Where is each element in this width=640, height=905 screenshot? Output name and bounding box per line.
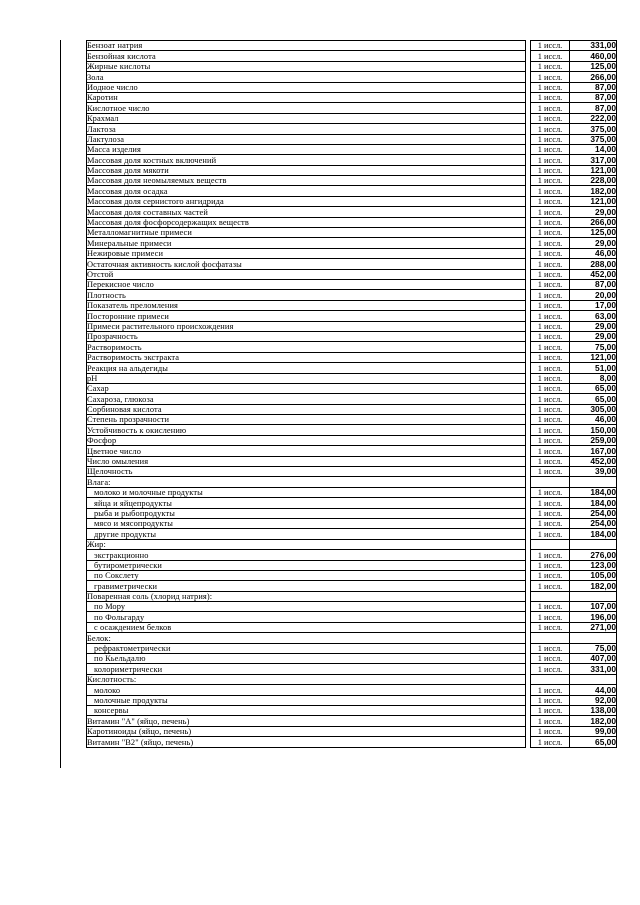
analysis-name-cell: Минеральные примеси bbox=[87, 238, 526, 248]
analysis-name-cell: экстракционно bbox=[87, 550, 526, 560]
analysis-name-cell: Посторонние примеси bbox=[87, 311, 526, 321]
price-cell: 123,00 bbox=[570, 560, 617, 570]
table-row bbox=[87, 695, 617, 705]
unit-cell: 1 иссл. bbox=[531, 602, 570, 612]
unit-cell bbox=[531, 633, 570, 643]
unit-cell: 1 иссл. bbox=[531, 269, 570, 279]
table-row bbox=[87, 685, 617, 695]
unit-cell: 1 иссл. bbox=[531, 124, 570, 134]
analysis-name-cell: Бензоат натрия bbox=[87, 41, 526, 51]
price-cell: 222,00 bbox=[570, 113, 617, 123]
unit-cell: 1 иссл. bbox=[531, 456, 570, 466]
table-row bbox=[87, 207, 617, 217]
analysis-name-cell: Жир: bbox=[87, 539, 526, 549]
unit-cell: 1 иссл. bbox=[531, 342, 570, 352]
analysis-name-cell: Кислотность: bbox=[87, 674, 526, 684]
unit-cell bbox=[531, 539, 570, 549]
unit-cell: 1 иссл. bbox=[531, 207, 570, 217]
unit-cell: 1 иссл. bbox=[531, 155, 570, 165]
analysis-name-cell: консервы bbox=[87, 706, 526, 716]
price-cell: 14,00 bbox=[570, 144, 617, 154]
table-row bbox=[87, 716, 617, 726]
price-cell: 65,00 bbox=[570, 394, 617, 404]
price-cell: 254,00 bbox=[570, 518, 617, 528]
unit-cell: 1 иссл. bbox=[531, 643, 570, 653]
table-row bbox=[87, 124, 617, 134]
table-section-header bbox=[87, 633, 617, 643]
price-cell: 452,00 bbox=[570, 456, 617, 466]
price-cell: 87,00 bbox=[570, 92, 617, 102]
analysis-name-cell: Остаточная активность кислой фосфатазы bbox=[87, 259, 526, 269]
table-row bbox=[87, 144, 617, 154]
table-row bbox=[87, 467, 617, 477]
analysis-name-cell: Примеси растительного происхождения bbox=[87, 321, 526, 331]
table-row bbox=[87, 228, 617, 238]
unit-cell: 1 иссл. bbox=[531, 228, 570, 238]
analysis-name-cell: бутирометрически bbox=[87, 560, 526, 570]
price-cell: 196,00 bbox=[570, 612, 617, 622]
analysis-name-cell: Щелочность bbox=[87, 467, 526, 477]
table-row bbox=[87, 415, 617, 425]
analysis-name-cell: Массовая доля осадка bbox=[87, 186, 526, 196]
unit-cell: 1 иссл. bbox=[531, 695, 570, 705]
table-row bbox=[87, 508, 617, 518]
table-section-header bbox=[87, 591, 617, 601]
table-row bbox=[87, 352, 617, 362]
analysis-name-cell: Иодное число bbox=[87, 82, 526, 92]
analysis-name-cell: рыба и рыбопродукты bbox=[87, 508, 526, 518]
unit-cell: 1 иссл. bbox=[531, 300, 570, 310]
unit-cell: 1 иссл. bbox=[531, 394, 570, 404]
unit-cell: 1 иссл. bbox=[531, 259, 570, 269]
table-row bbox=[87, 238, 617, 248]
analysis-name-cell: Устойчивость к окислению bbox=[87, 425, 526, 435]
price-cell: 288,00 bbox=[570, 259, 617, 269]
unit-cell: 1 иссл. bbox=[531, 508, 570, 518]
price-cell: 121,00 bbox=[570, 196, 617, 206]
price-cell: 29,00 bbox=[570, 238, 617, 248]
price-cell: 65,00 bbox=[570, 737, 617, 747]
unit-cell bbox=[531, 591, 570, 601]
table-row bbox=[87, 331, 617, 341]
analysis-name-cell: Крахмал bbox=[87, 113, 526, 123]
table-row bbox=[87, 300, 617, 310]
table-row bbox=[87, 134, 617, 144]
table-row bbox=[87, 186, 617, 196]
analysis-name-cell: Зола bbox=[87, 72, 526, 82]
analysis-name-cell: яйца и яйцепродукты bbox=[87, 498, 526, 508]
table-row bbox=[87, 446, 617, 456]
price-cell: 184,00 bbox=[570, 498, 617, 508]
unit-cell: 1 иссл. bbox=[531, 529, 570, 539]
unit-cell: 1 иссл. bbox=[531, 550, 570, 560]
price-cell: 125,00 bbox=[570, 228, 617, 238]
price-cell: 121,00 bbox=[570, 165, 617, 175]
unit-cell: 1 иссл. bbox=[531, 581, 570, 591]
price-cell: 254,00 bbox=[570, 508, 617, 518]
price-cell: 87,00 bbox=[570, 279, 617, 289]
analysis-name-cell: Лактулоза bbox=[87, 134, 526, 144]
unit-cell: 1 иссл. bbox=[531, 51, 570, 61]
unit-cell: 1 иссл. bbox=[531, 425, 570, 435]
analysis-name-cell: Сахар bbox=[87, 383, 526, 393]
unit-cell: 1 иссл. bbox=[531, 716, 570, 726]
table-row bbox=[87, 664, 617, 674]
analysis-name-cell: Сахароза, глюкоза bbox=[87, 394, 526, 404]
table-row bbox=[87, 176, 617, 186]
analysis-name-cell: колориметрически bbox=[87, 664, 526, 674]
price-cell: 182,00 bbox=[570, 716, 617, 726]
price-cell: 228,00 bbox=[570, 176, 617, 186]
price-cell: 51,00 bbox=[570, 363, 617, 373]
table-row bbox=[87, 560, 617, 570]
unit-cell: 1 иссл. bbox=[531, 248, 570, 258]
price-cell: 259,00 bbox=[570, 435, 617, 445]
analysis-name-cell: Отстой bbox=[87, 269, 526, 279]
analysis-name-cell: Кислотное число bbox=[87, 103, 526, 113]
price-cell: 184,00 bbox=[570, 487, 617, 497]
unit-cell: 1 иссл. bbox=[531, 176, 570, 186]
analysis-name-cell: рефрактометрически bbox=[87, 643, 526, 653]
table-row bbox=[87, 103, 617, 113]
analysis-name-cell: Влага: bbox=[87, 477, 526, 487]
unit-cell: 1 иссл. bbox=[531, 72, 570, 82]
analysis-name-cell: pH bbox=[87, 373, 526, 383]
price-cell bbox=[570, 591, 617, 601]
table-row bbox=[87, 82, 617, 92]
table-row bbox=[87, 654, 617, 664]
unit-cell: 1 иссл. bbox=[531, 165, 570, 175]
table-row bbox=[87, 342, 617, 352]
price-cell: 63,00 bbox=[570, 311, 617, 321]
analysis-name-cell: Фосфор bbox=[87, 435, 526, 445]
analysis-name-cell: другие продукты bbox=[87, 529, 526, 539]
unit-cell: 1 иссл. bbox=[531, 612, 570, 622]
price-cell: 266,00 bbox=[570, 217, 617, 227]
analysis-name-cell: молоко bbox=[87, 685, 526, 695]
analysis-name-cell: по Фольгарду bbox=[87, 612, 526, 622]
table-row bbox=[87, 217, 617, 227]
price-cell: 375,00 bbox=[570, 134, 617, 144]
price-cell bbox=[570, 633, 617, 643]
price-cell: 65,00 bbox=[570, 383, 617, 393]
analysis-name-cell: гравиметрически bbox=[87, 581, 526, 591]
price-cell: 452,00 bbox=[570, 269, 617, 279]
table-row bbox=[87, 311, 617, 321]
analysis-name-cell: Витамин "В2" (яйцо, печень) bbox=[87, 737, 526, 747]
unit-cell: 1 иссл. bbox=[531, 279, 570, 289]
unit-cell: 1 иссл. bbox=[531, 435, 570, 445]
table-row bbox=[87, 61, 617, 71]
price-cell: 460,00 bbox=[570, 51, 617, 61]
price-cell: 271,00 bbox=[570, 622, 617, 632]
unit-cell: 1 иссл. bbox=[531, 383, 570, 393]
table-row bbox=[87, 290, 617, 300]
table-row bbox=[87, 51, 617, 61]
unit-cell: 1 иссл. bbox=[531, 446, 570, 456]
price-cell: 167,00 bbox=[570, 446, 617, 456]
analysis-name-cell: Перекисное число bbox=[87, 279, 526, 289]
analysis-name-cell: по Кьельдалю bbox=[87, 654, 526, 664]
unit-cell: 1 иссл. bbox=[531, 498, 570, 508]
analysis-name-cell: Растворимость bbox=[87, 342, 526, 352]
unit-cell: 1 иссл. bbox=[531, 144, 570, 154]
unit-cell: 1 иссл. bbox=[531, 363, 570, 373]
unit-cell: 1 иссл. bbox=[531, 321, 570, 331]
table-row bbox=[87, 487, 617, 497]
table-row bbox=[87, 425, 617, 435]
unit-cell: 1 иссл. bbox=[531, 103, 570, 113]
price-cell: 92,00 bbox=[570, 695, 617, 705]
analysis-name-cell: Прозрачность bbox=[87, 331, 526, 341]
price-cell: 276,00 bbox=[570, 550, 617, 560]
table-row bbox=[87, 196, 617, 206]
unit-cell bbox=[531, 477, 570, 487]
price-cell: 266,00 bbox=[570, 72, 617, 82]
table-section-header bbox=[87, 477, 617, 487]
analysis-name-cell: Каротин bbox=[87, 92, 526, 102]
unit-cell: 1 иссл. bbox=[531, 404, 570, 414]
table-row bbox=[87, 155, 617, 165]
analysis-name-cell: Цветное число bbox=[87, 446, 526, 456]
unit-cell: 1 иссл. bbox=[531, 238, 570, 248]
unit-cell: 1 иссл. bbox=[531, 560, 570, 570]
price-cell: 138,00 bbox=[570, 706, 617, 716]
table-row bbox=[87, 373, 617, 383]
table-row bbox=[87, 394, 617, 404]
unit-cell: 1 иссл. bbox=[531, 41, 570, 51]
price-cell: 8,00 bbox=[570, 373, 617, 383]
analysis-name-cell: Массовая доля костных включений bbox=[87, 155, 526, 165]
unit-cell: 1 иссл. bbox=[531, 654, 570, 664]
price-table-body bbox=[87, 41, 617, 748]
price-cell: 29,00 bbox=[570, 331, 617, 341]
table-row bbox=[87, 550, 617, 560]
unit-cell: 1 иссл. bbox=[531, 685, 570, 695]
analysis-name-cell: Массовая доля фосфорсодержащих веществ bbox=[87, 217, 526, 227]
table-section-header bbox=[87, 674, 617, 684]
price-cell: 29,00 bbox=[570, 207, 617, 217]
analysis-name-cell: Бензойная кислота bbox=[87, 51, 526, 61]
unit-cell bbox=[531, 674, 570, 684]
unit-cell: 1 иссл. bbox=[531, 664, 570, 674]
price-cell: 305,00 bbox=[570, 404, 617, 414]
price-cell: 184,00 bbox=[570, 529, 617, 539]
analysis-name-cell: Витамин "А" (яйцо, печень) bbox=[87, 716, 526, 726]
table-section-header bbox=[87, 539, 617, 549]
analysis-name-cell: Реакция на альдегиды bbox=[87, 363, 526, 373]
price-cell: 75,00 bbox=[570, 643, 617, 653]
analysis-name-cell: Лактоза bbox=[87, 124, 526, 134]
table-row bbox=[87, 622, 617, 632]
analysis-name-cell: мясо и мясопродукты bbox=[87, 518, 526, 528]
unit-cell: 1 иссл. bbox=[531, 487, 570, 497]
unit-cell: 1 иссл. bbox=[531, 737, 570, 747]
analysis-name-cell: молоко и молочные продукты bbox=[87, 487, 526, 497]
analysis-name-cell: по Мору bbox=[87, 602, 526, 612]
table-row bbox=[87, 113, 617, 123]
table-row bbox=[87, 726, 617, 736]
table-row bbox=[87, 612, 617, 622]
unit-cell: 1 иссл. bbox=[531, 706, 570, 716]
price-cell: 46,00 bbox=[570, 248, 617, 258]
price-cell: 105,00 bbox=[570, 570, 617, 580]
analysis-name-cell: Массовая доля сернистого ангидрида bbox=[87, 196, 526, 206]
table-row bbox=[87, 269, 617, 279]
analysis-name-cell: Нежировые примеси bbox=[87, 248, 526, 258]
analysis-name-cell: Жирные кислоты bbox=[87, 61, 526, 71]
table-row bbox=[87, 321, 617, 331]
price-cell: 39,00 bbox=[570, 467, 617, 477]
analysis-name-cell: Массовая доля мякоти bbox=[87, 165, 526, 175]
unit-cell: 1 иссл. bbox=[531, 331, 570, 341]
price-cell: 375,00 bbox=[570, 124, 617, 134]
price-cell: 46,00 bbox=[570, 415, 617, 425]
unit-cell: 1 иссл. bbox=[531, 196, 570, 206]
analysis-name-cell: молочные продукты bbox=[87, 695, 526, 705]
table-row bbox=[87, 41, 617, 51]
price-cell: 407,00 bbox=[570, 654, 617, 664]
table-row bbox=[87, 259, 617, 269]
table-row bbox=[87, 279, 617, 289]
price-cell: 182,00 bbox=[570, 581, 617, 591]
analysis-name-cell: Металломагнитные примеси bbox=[87, 228, 526, 238]
unit-cell: 1 иссл. bbox=[531, 726, 570, 736]
analysis-name-cell: Массовая доля неомыляемых веществ bbox=[87, 176, 526, 186]
unit-cell: 1 иссл. bbox=[531, 92, 570, 102]
price-cell: 317,00 bbox=[570, 155, 617, 165]
table-row bbox=[87, 643, 617, 653]
price-cell: 331,00 bbox=[570, 664, 617, 674]
table-row bbox=[87, 518, 617, 528]
table-row bbox=[87, 456, 617, 466]
unit-cell: 1 иссл. bbox=[531, 134, 570, 144]
page-margin-rule bbox=[60, 40, 61, 768]
unit-cell: 1 иссл. bbox=[531, 290, 570, 300]
unit-cell: 1 иссл. bbox=[531, 518, 570, 528]
price-cell: 99,00 bbox=[570, 726, 617, 736]
table-row bbox=[87, 498, 617, 508]
unit-cell: 1 иссл. bbox=[531, 217, 570, 227]
price-cell: 17,00 bbox=[570, 300, 617, 310]
table-row bbox=[87, 165, 617, 175]
analysis-name-cell: Белок: bbox=[87, 633, 526, 643]
price-cell: 121,00 bbox=[570, 352, 617, 362]
table-row bbox=[87, 72, 617, 82]
unit-cell: 1 иссл. bbox=[531, 352, 570, 362]
price-cell: 44,00 bbox=[570, 685, 617, 695]
price-cell: 20,00 bbox=[570, 290, 617, 300]
price-cell: 150,00 bbox=[570, 425, 617, 435]
table-row bbox=[87, 570, 617, 580]
price-cell: 125,00 bbox=[570, 61, 617, 71]
price-cell bbox=[570, 674, 617, 684]
unit-cell: 1 иссл. bbox=[531, 373, 570, 383]
price-cell: 331,00 bbox=[570, 41, 617, 51]
price-cell: 75,00 bbox=[570, 342, 617, 352]
unit-cell: 1 иссл. bbox=[531, 415, 570, 425]
analysis-name-cell: Показатель преломления bbox=[87, 300, 526, 310]
table-row bbox=[87, 706, 617, 716]
table-row bbox=[87, 529, 617, 539]
unit-cell: 1 иссл. bbox=[531, 311, 570, 321]
table-row bbox=[87, 602, 617, 612]
price-cell bbox=[570, 477, 617, 487]
unit-cell: 1 иссл. bbox=[531, 622, 570, 632]
analysis-name-cell: Сорбиновая кислота bbox=[87, 404, 526, 414]
table-row bbox=[87, 92, 617, 102]
table-row bbox=[87, 383, 617, 393]
price-cell: 87,00 bbox=[570, 82, 617, 92]
table-row bbox=[87, 404, 617, 414]
price-cell: 107,00 bbox=[570, 602, 617, 612]
price-cell: 87,00 bbox=[570, 103, 617, 113]
analysis-name-cell: Каротиноиды (яйцо, печень) bbox=[87, 726, 526, 736]
unit-cell: 1 иссл. bbox=[531, 82, 570, 92]
analysis-name-cell: с осаждением белков bbox=[87, 622, 526, 632]
price-table bbox=[86, 40, 617, 748]
analysis-name-cell: Степень прозрачности bbox=[87, 415, 526, 425]
analysis-name-cell: по Сокслету bbox=[87, 570, 526, 580]
unit-cell: 1 иссл. bbox=[531, 61, 570, 71]
table-row bbox=[87, 737, 617, 747]
price-cell: 29,00 bbox=[570, 321, 617, 331]
analysis-name-cell: Массовая доля составных частей bbox=[87, 207, 526, 217]
analysis-name-cell: Растворимость экстракта bbox=[87, 352, 526, 362]
unit-cell: 1 иссл. bbox=[531, 186, 570, 196]
price-cell bbox=[570, 539, 617, 549]
table-row bbox=[87, 581, 617, 591]
unit-cell: 1 иссл. bbox=[531, 570, 570, 580]
table-row bbox=[87, 248, 617, 258]
table-row bbox=[87, 363, 617, 373]
analysis-name-cell: Плотность bbox=[87, 290, 526, 300]
unit-cell: 1 иссл. bbox=[531, 113, 570, 123]
analysis-name-cell: Поваренная соль (хлорид натрия): bbox=[87, 591, 526, 601]
analysis-name-cell: Число омыления bbox=[87, 456, 526, 466]
price-cell: 182,00 bbox=[570, 186, 617, 196]
unit-cell: 1 иссл. bbox=[531, 467, 570, 477]
table-row bbox=[87, 435, 617, 445]
analysis-name-cell: Масса изделия bbox=[87, 144, 526, 154]
